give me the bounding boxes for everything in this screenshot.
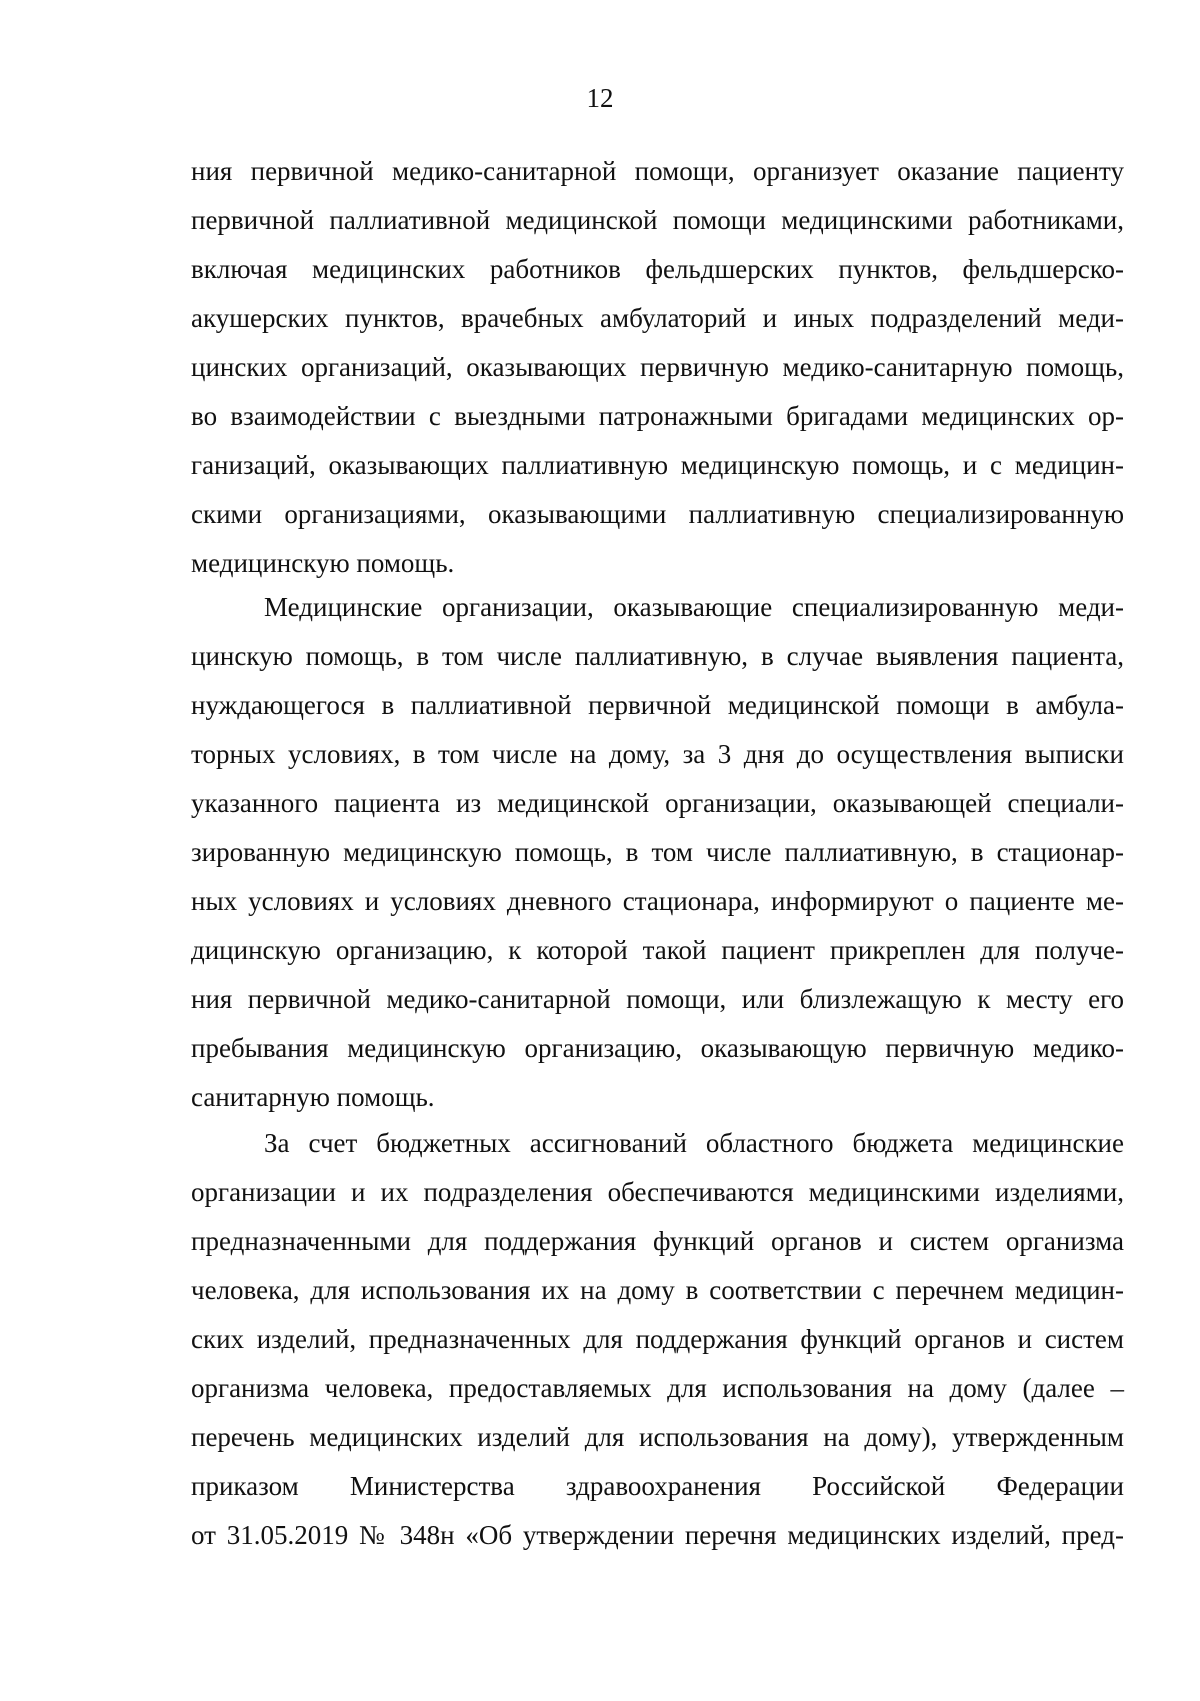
paragraph-1 [191,147,1124,588]
text-line: ных условиях и условиях дневного стационара, информируют о пациенте ме- [191,886,1124,916]
text-line: зированную медицинскую помощь, в том числе паллиативную, в стационар- [191,837,1124,867]
text-line: санитарную помощь. [191,1082,435,1112]
text-line: от 31.05.2019 № 348н «Об утверждении перечня медицинских изделий, пред- [191,1520,1124,1550]
text-line: За счет бюджетных ассигнований областного бюджета медицинские [264,1128,1124,1158]
paragraph-2 [191,583,1124,1122]
text-line: организма человека, предоставляемых для использования на дому (далее – [191,1373,1124,1403]
text-line: нуждающегося в паллиативной первичной медицинской помощи в амбула- [191,690,1124,720]
page-number: 12 [586,83,614,113]
text-line: Медицинские организации, оказывающие специализированную меди- [264,592,1124,622]
text-line: дицинскую организацию, к которой такой пациент прикреплен для получе- [191,935,1124,965]
text-line: ния первичной медико-санитарной помощи, или близлежащую к месту его [191,984,1124,1014]
text-line: торных условиях, в том числе на дому, за 3 дня до осуществления выписки [191,739,1124,769]
text-line: ния первичной медико-санитарной помощи, организует оказание пациенту [191,156,1124,186]
text-line: акушерских пунктов, врачебных амбулаторий и иных подразделений меди- [191,303,1124,333]
text-line: цинских организаций, оказывающих первичную медико-санитарную помощь, [191,352,1124,382]
paragraph-3 [191,1119,1124,1560]
text-line: включая медицинских работников фельдшерских пунктов, фельдшерско- [191,254,1124,284]
text-line: указанного пациента из медицинской организации, оказывающей специали- [191,788,1124,818]
text-line: ганизаций, оказывающих паллиативную медицинскую помощь, и с медицин- [191,450,1124,480]
text-line: человека, для использования их на дому в соответствии с перечнем медицин- [191,1275,1124,1305]
text-line: организации и их подразделения обеспечиваются медицинскими изделиями, [191,1177,1124,1207]
text-line: предназначенными для поддержания функций органов и систем организма [191,1226,1124,1256]
text-line: медицинскую помощь. [191,548,455,578]
text-line: ских изделий, предназначенных для поддержания функций органов и систем [191,1324,1124,1354]
text-line: первичной паллиативной медицинской помощи медицинскими работниками, [191,205,1124,235]
text-line: приказом Министерства здравоохранения Российской Федерации [191,1471,1124,1501]
text-line: во взаимодействии с выездными патронажными бригадами медицинских ор- [191,401,1124,431]
text-line: пребывания медицинскую организацию, оказывающую первичную медико- [191,1033,1124,1063]
text-line: цинскую помощь, в том числе паллиативную, в случае выявления пациента, [191,641,1124,671]
text-line: перечень медицинских изделий для использования на дому), утвержденным [191,1422,1124,1452]
text-line: скими организациями, оказывающими паллиативную специализированную [191,499,1124,529]
